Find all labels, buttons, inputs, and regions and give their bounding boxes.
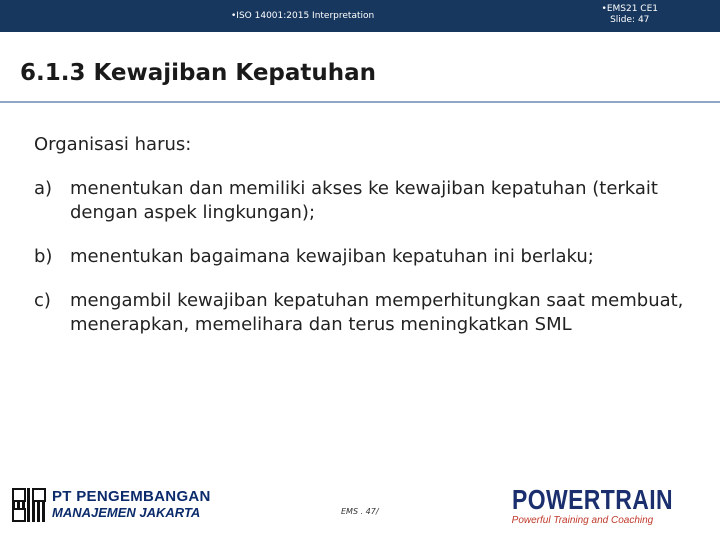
- powertrain-wordmark: POWERTRAIN: [511, 484, 673, 515]
- page-reference: EMS . 47/: [341, 507, 379, 516]
- list-marker: a): [34, 178, 53, 199]
- list-item: [34, 245, 694, 269]
- list-item: [34, 177, 694, 225]
- powertrain-logo: [512, 486, 708, 526]
- company-name-line1: PT PENGEMBANGAN: [52, 488, 211, 505]
- company-name-line2: MANAJEMEN JAKARTA: [52, 505, 201, 520]
- slide-meta: [602, 4, 658, 26]
- slide-number: Slide: 47: [610, 15, 650, 25]
- list-text: mengambil kewajiban kepatuhan memperhitungkan saat membuat, menerapkan, memelihara dan terus meningkatkan SML: [70, 290, 684, 335]
- intro-text: Organisasi harus:: [34, 134, 192, 155]
- slide-body: [34, 133, 694, 357]
- list-marker: c): [34, 290, 51, 311]
- list-item: [34, 289, 694, 337]
- header-bar: [0, 0, 720, 32]
- slide-title: 6.1.3 Kewajiban Kepatuhan: [20, 60, 377, 86]
- powertrain-tagline: Powerful Training and Coaching: [511, 515, 654, 526]
- list-text: menentukan bagaimana kewajiban kepatuhan ini berlaku;: [70, 246, 594, 267]
- company-name: [52, 489, 211, 521]
- list-text: menentukan dan memiliki akses ke kewajiban kepatuhan (terkait dengan aspek lingkungan);: [70, 178, 658, 223]
- title-divider: [0, 101, 720, 103]
- course-label: •ISO 14001:2015 Interpretation: [231, 11, 375, 21]
- qr-code-icon: [12, 488, 46, 522]
- course-code: •EMS21 CE1: [601, 4, 658, 14]
- company-logo: [12, 488, 211, 522]
- list-marker: b): [34, 246, 53, 267]
